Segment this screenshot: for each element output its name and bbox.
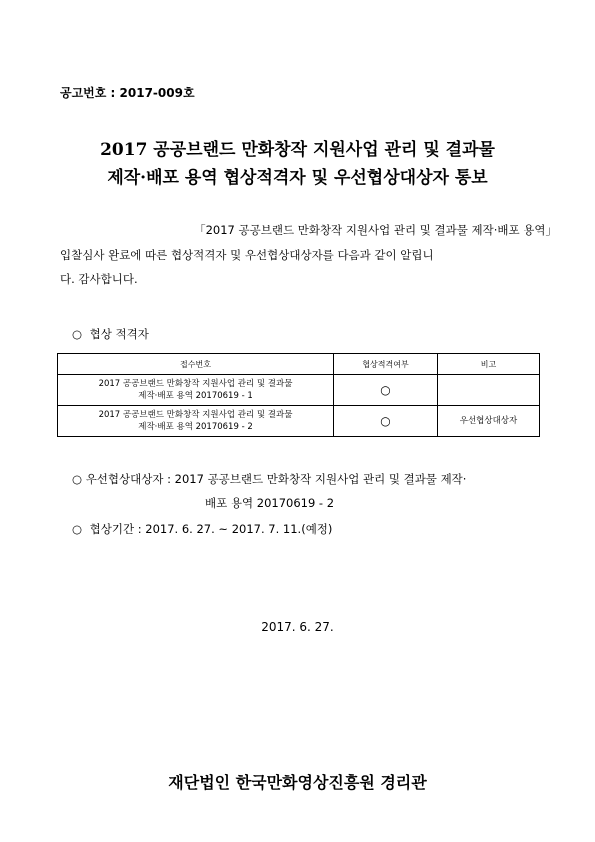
eligible-mark: ○ bbox=[334, 406, 438, 437]
remarks-cell bbox=[438, 375, 540, 406]
notice-number: 공고번호 : 2017-009호 bbox=[60, 86, 195, 100]
document-date: 2017. 6. 27. bbox=[261, 620, 334, 634]
issuing-organization: 재단법인 한국만화영상진흥원 경리관 bbox=[168, 773, 427, 792]
body-text-line1: 「2017 공공브랜드 만화창작 지원사업 관리 및 결과물 제작·배포 용역」 bbox=[194, 223, 557, 237]
document-title-line2: 제작·배포 용역 협상적격자 및 우선협상대상자 통보 bbox=[107, 168, 488, 188]
receipt-number-line1: 2017 공공브랜드 만화창작 지원사업 관리 및 결과물 bbox=[98, 410, 293, 420]
eligible-table bbox=[57, 353, 540, 437]
preferred-bidder-line1 bbox=[72, 471, 466, 487]
receipt-number-line2: 제작·배포 용역 20170619 - 1 bbox=[138, 391, 253, 401]
bullet-circle-icon: ○ bbox=[72, 327, 83, 341]
header-remarks: 비고 bbox=[438, 354, 540, 375]
receipt-number-cell bbox=[58, 375, 334, 406]
body-text-line2: 입찰심사 완료에 따른 협상적격자 및 우선협상대상자를 다음과 같이 알립니 bbox=[60, 248, 434, 262]
section-eligible-heading bbox=[72, 326, 149, 342]
section-eligible-label: 협상 적격자 bbox=[89, 327, 149, 341]
preferred-bidder-text: 우선협상대상자 : 2017 공공브랜드 만화창작 지원사업 관리 및 결과물 제작· bbox=[85, 472, 467, 486]
receipt-number-cell bbox=[58, 406, 334, 437]
bullet-circle-icon: ○ bbox=[72, 522, 83, 536]
table-row bbox=[58, 406, 540, 437]
receipt-number-line2: 제작·배포 용역 20170619 - 2 bbox=[138, 422, 253, 432]
eligible-mark: ○ bbox=[334, 375, 438, 406]
table-row bbox=[58, 375, 540, 406]
bullet-circle-icon: ○ bbox=[72, 472, 83, 486]
header-receipt-number: 접수번호 bbox=[58, 354, 334, 375]
negotiation-period bbox=[72, 521, 332, 537]
table-header-row bbox=[58, 354, 540, 375]
receipt-number-line1: 2017 공공브랜드 만화창작 지원사업 관리 및 결과물 bbox=[98, 379, 293, 389]
preferred-bidder-line2: 배포 용역 20170619 - 2 bbox=[205, 496, 335, 510]
header-eligibility: 협상적격여부 bbox=[334, 354, 438, 375]
body-text-line3: 다. 감사합니다. bbox=[60, 272, 138, 286]
negotiation-period-text: 협상기간 : 2017. 6. 27. ~ 2017. 7. 11.(예정) bbox=[89, 522, 333, 536]
document-title-line1: 2017 공공브랜드 만화창작 지원사업 관리 및 결과물 bbox=[100, 140, 495, 160]
remarks-cell: 우선협상대상자 bbox=[438, 406, 540, 437]
